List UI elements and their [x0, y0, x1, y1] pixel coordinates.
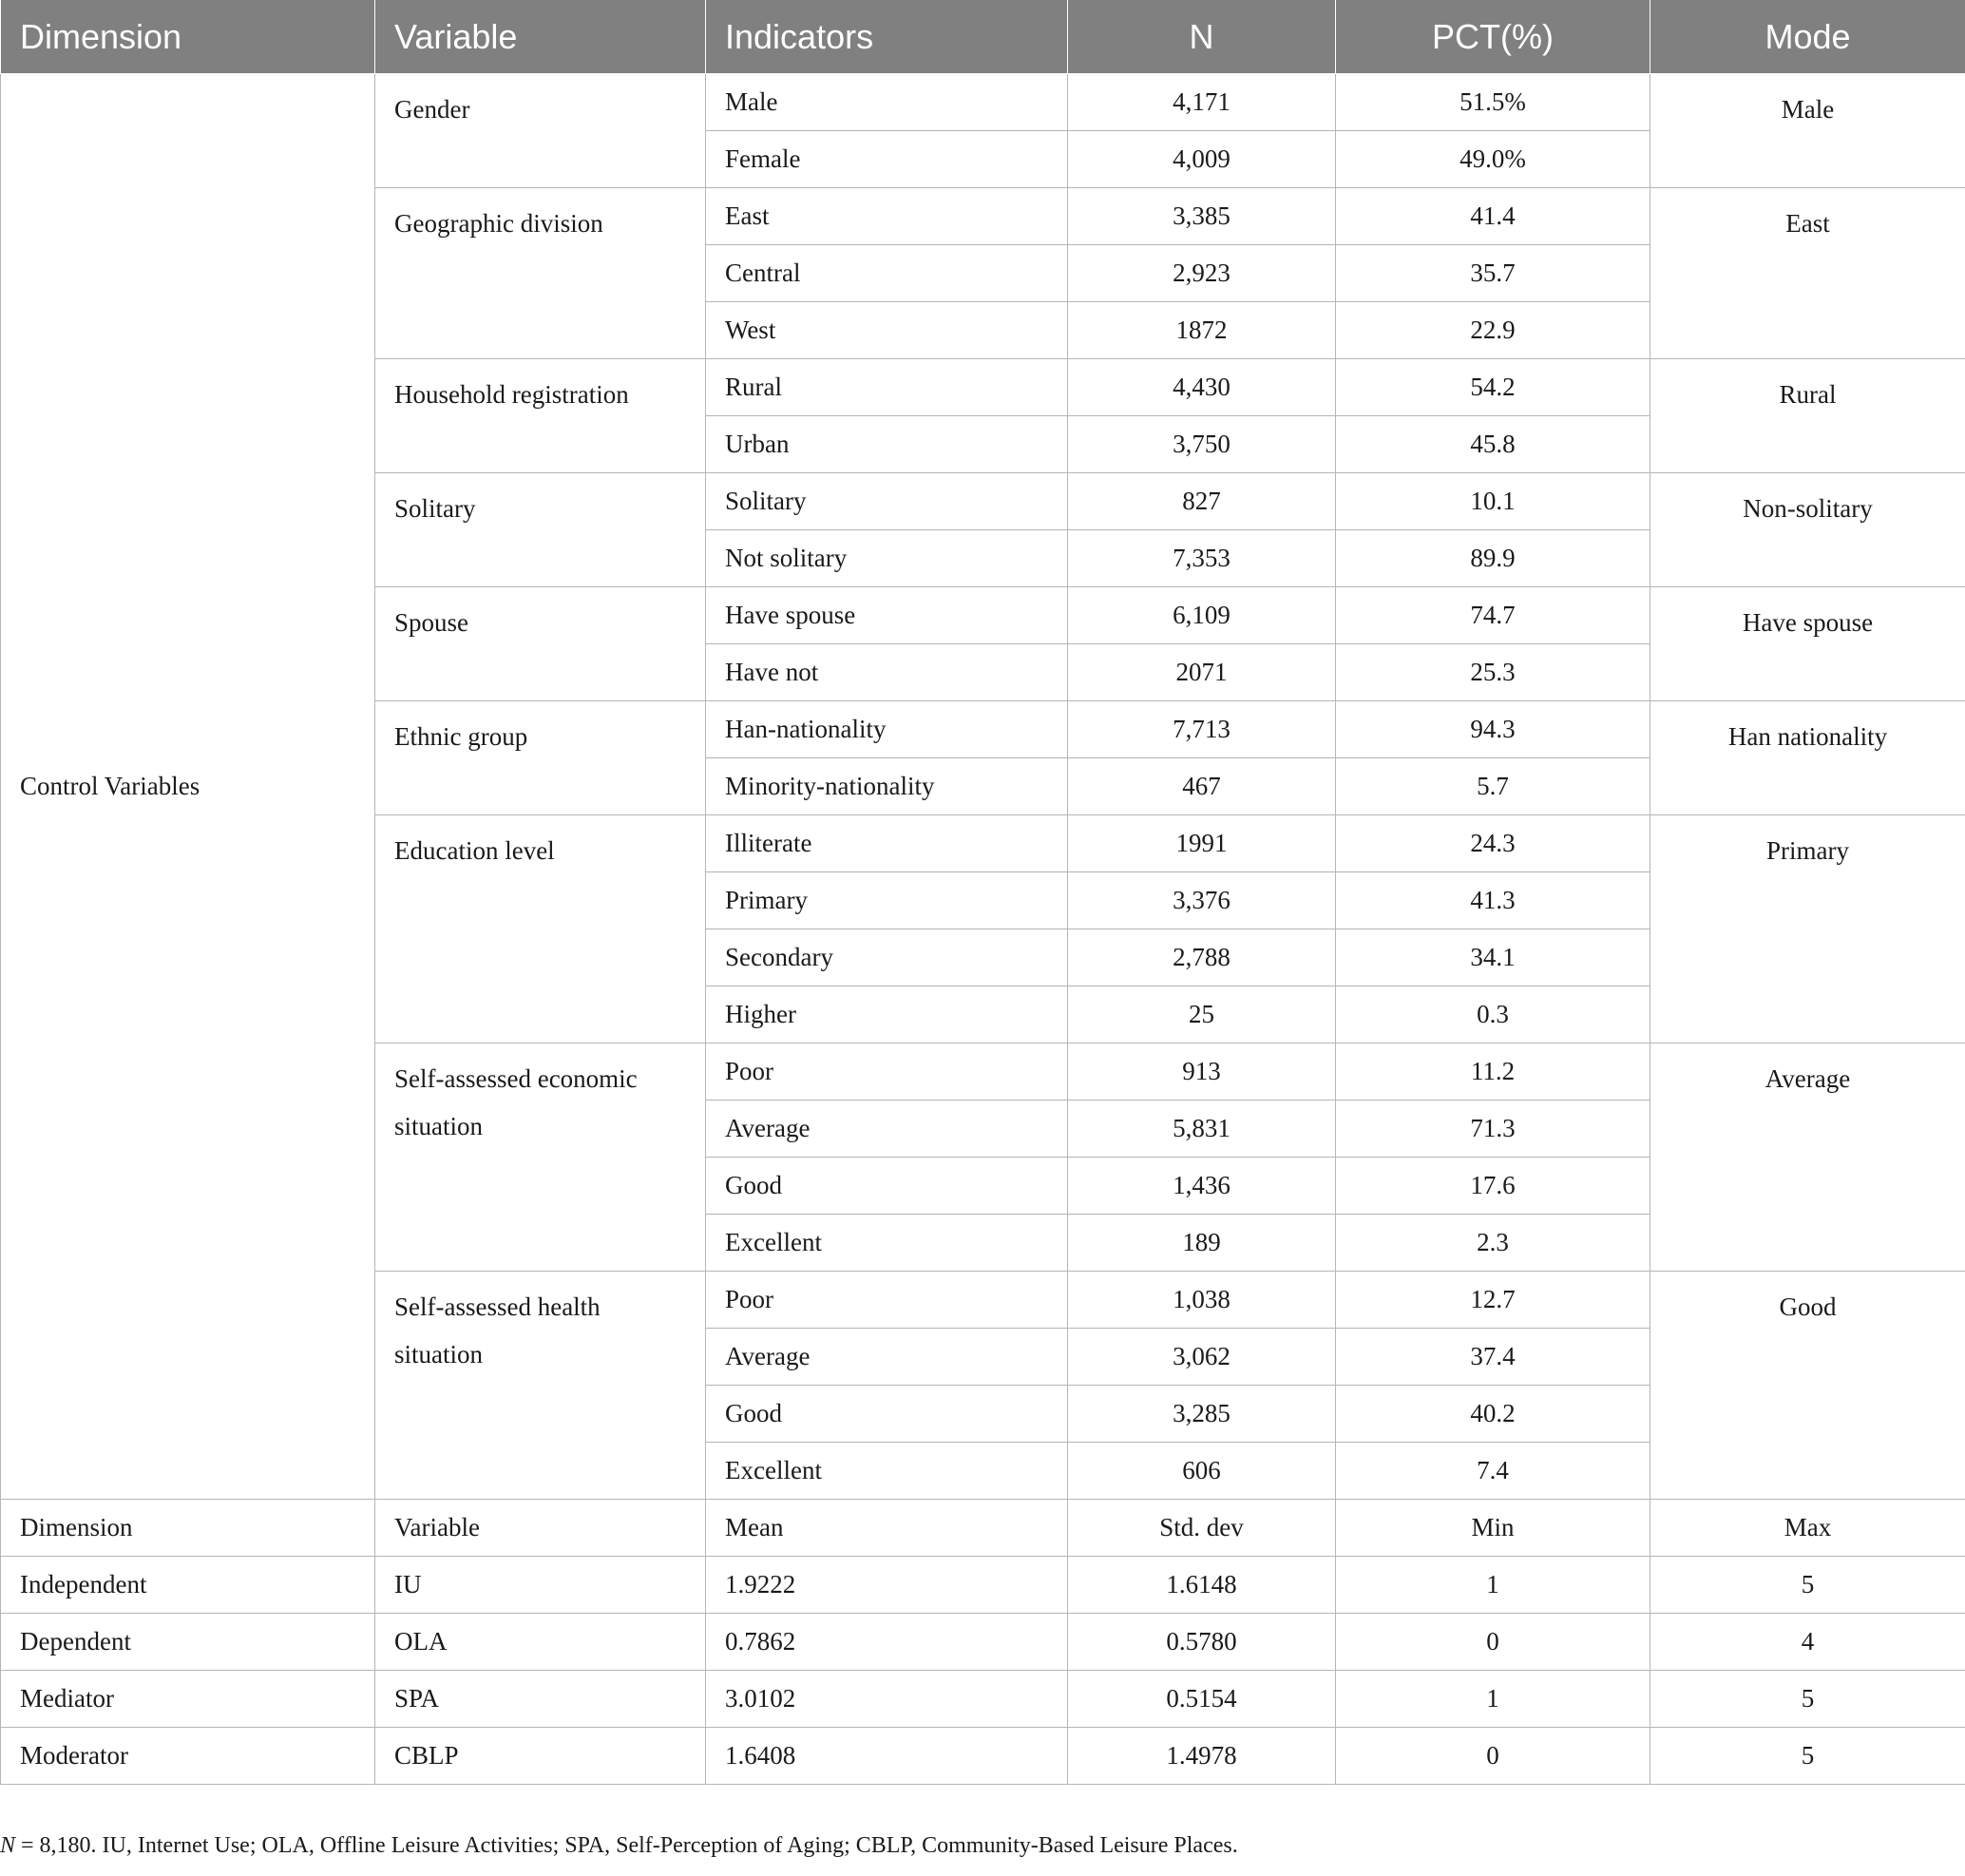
- indicator-cell: Han-nationality: [706, 701, 1068, 758]
- indicator-cell: Good: [706, 1158, 1068, 1215]
- stats-variable-cell: OLA: [375, 1614, 706, 1671]
- variable-cell: Ethnic group: [375, 701, 706, 815]
- stats-mean-cell: 0.7862: [706, 1614, 1068, 1671]
- variable-cell: Self-assessed health situation: [375, 1272, 706, 1500]
- indicator-cell: Illiterate: [706, 815, 1068, 872]
- table-row: [1, 74, 1965, 131]
- indicator-cell: Have spouse: [706, 587, 1068, 644]
- stats-min-cell: 0: [1336, 1728, 1650, 1785]
- stats-header-dimension: Dimension: [1, 1500, 375, 1557]
- n-cell: 4,171: [1068, 74, 1336, 131]
- n-cell: 913: [1068, 1043, 1336, 1101]
- header-indicators: Indicators: [706, 0, 1068, 74]
- variable-cell: Spouse: [375, 587, 706, 701]
- n-cell: 3,750: [1068, 416, 1336, 473]
- pct-cell: 45.8: [1336, 416, 1650, 473]
- pct-cell: 40.2: [1336, 1386, 1650, 1443]
- header-dimension: Dimension: [1, 0, 375, 74]
- stats-variable-cell: CBLP: [375, 1728, 706, 1785]
- stats-std-cell: 0.5154: [1068, 1671, 1336, 1728]
- variable-cell: Household registration: [375, 359, 706, 473]
- n-cell: 606: [1068, 1443, 1336, 1500]
- indicator-cell: Poor: [706, 1043, 1068, 1101]
- pct-cell: 0.3: [1336, 986, 1650, 1043]
- stats-header-variable: Variable: [375, 1500, 706, 1557]
- pct-cell: 34.1: [1336, 929, 1650, 986]
- indicator-cell: West: [706, 302, 1068, 359]
- mode-cell: Have spouse: [1650, 587, 1965, 701]
- stats-header-std: Std. dev: [1068, 1500, 1336, 1557]
- n-cell: 467: [1068, 758, 1336, 815]
- pct-cell: 89.9: [1336, 530, 1650, 587]
- n-cell: 189: [1068, 1215, 1336, 1272]
- indicator-cell: Minority-nationality: [706, 758, 1068, 815]
- n-cell: 1872: [1068, 302, 1336, 359]
- header-n: N: [1068, 0, 1336, 74]
- stats-dimension-cell: Moderator: [1, 1728, 375, 1785]
- stats-std-cell: 1.4978: [1068, 1728, 1336, 1785]
- n-cell: 2,923: [1068, 245, 1336, 302]
- stats-max-cell: 5: [1650, 1728, 1965, 1785]
- indicator-cell: Primary: [706, 872, 1068, 929]
- indicator-cell: Urban: [706, 416, 1068, 473]
- mode-cell: East: [1650, 188, 1965, 359]
- pct-cell: 24.3: [1336, 815, 1650, 872]
- indicator-cell: Average: [706, 1101, 1068, 1158]
- header-variable: Variable: [375, 0, 706, 74]
- n-cell: 3,385: [1068, 188, 1336, 245]
- n-cell: 25: [1068, 986, 1336, 1043]
- pct-cell: 35.7: [1336, 245, 1650, 302]
- header-pct: PCT(%): [1336, 0, 1650, 74]
- n-cell: 3,376: [1068, 872, 1336, 929]
- pct-cell: 54.2: [1336, 359, 1650, 416]
- pct-cell: 22.9: [1336, 302, 1650, 359]
- pct-cell: 74.7: [1336, 587, 1650, 644]
- stats-std-cell: 0.5780: [1068, 1614, 1336, 1671]
- pct-cell: 11.2: [1336, 1043, 1650, 1101]
- stats-variable-cell: SPA: [375, 1671, 706, 1728]
- mode-cell: Average: [1650, 1043, 1965, 1272]
- header-mode: Mode: [1650, 0, 1965, 74]
- n-cell: 1,038: [1068, 1272, 1336, 1329]
- stats-min-cell: 1: [1336, 1671, 1650, 1728]
- stats-dimension-cell: Independent: [1, 1557, 375, 1614]
- mode-cell: Rural: [1650, 359, 1965, 473]
- stats-row: [1, 1671, 1965, 1728]
- n-cell: 7,353: [1068, 530, 1336, 587]
- stats-mean-cell: 1.6408: [706, 1728, 1068, 1785]
- variable-cell: Gender: [375, 74, 706, 188]
- pct-cell: 94.3: [1336, 701, 1650, 758]
- mode-cell: Primary: [1650, 815, 1965, 1043]
- indicator-cell: Good: [706, 1386, 1068, 1443]
- stats-dimension-cell: Mediator: [1, 1671, 375, 1728]
- stats-mean-cell: 1.9222: [706, 1557, 1068, 1614]
- stats-row: [1, 1728, 1965, 1785]
- stats-variable-cell: IU: [375, 1557, 706, 1614]
- pct-cell: 51.5%: [1336, 74, 1650, 131]
- indicator-cell: Average: [706, 1329, 1068, 1386]
- indicator-cell: Have not: [706, 644, 1068, 701]
- footnote-n-label: N: [0, 1833, 16, 1858]
- stats-std-cell: 1.6148: [1068, 1557, 1336, 1614]
- stats-row: [1, 1557, 1965, 1614]
- dimension-cell: Control Variables: [1, 74, 375, 1500]
- n-cell: 4,430: [1068, 359, 1336, 416]
- stats-header-row: [1, 1500, 1965, 1557]
- n-cell: 3,062: [1068, 1329, 1336, 1386]
- mode-cell: Han nationality: [1650, 701, 1965, 815]
- indicator-cell: Excellent: [706, 1443, 1068, 1500]
- pct-cell: 49.0%: [1336, 131, 1650, 188]
- indicator-cell: Poor: [706, 1272, 1068, 1329]
- pct-cell: 2.3: [1336, 1215, 1650, 1272]
- indicator-cell: Central: [706, 245, 1068, 302]
- variable-cell: Education level: [375, 815, 706, 1043]
- pct-cell: 12.7: [1336, 1272, 1650, 1329]
- stats-max-cell: 5: [1650, 1671, 1965, 1728]
- n-cell: 827: [1068, 473, 1336, 530]
- stats-max-cell: 4: [1650, 1614, 1965, 1671]
- pct-cell: 37.4: [1336, 1329, 1650, 1386]
- variable-cell: Self-assessed economic situation: [375, 1043, 706, 1272]
- stats-row: [1, 1614, 1965, 1671]
- n-cell: 5,831: [1068, 1101, 1336, 1158]
- stats-dimension-cell: Dependent: [1, 1614, 375, 1671]
- pct-cell: 71.3: [1336, 1101, 1650, 1158]
- n-cell: 6,109: [1068, 587, 1336, 644]
- pct-cell: 41.3: [1336, 872, 1650, 929]
- n-cell: 2,788: [1068, 929, 1336, 986]
- pct-cell: 10.1: [1336, 473, 1650, 530]
- stats-header-min: Min: [1336, 1500, 1650, 1557]
- table-header-row: [1, 0, 1965, 74]
- indicator-cell: Female: [706, 131, 1068, 188]
- n-cell: 3,285: [1068, 1386, 1336, 1443]
- n-cell: 1,436: [1068, 1158, 1336, 1215]
- stats-max-cell: 5: [1650, 1557, 1965, 1614]
- indicator-cell: Excellent: [706, 1215, 1068, 1272]
- n-cell: 1991: [1068, 815, 1336, 872]
- table-footnote: [0, 1833, 1238, 1859]
- stats-header-max: Max: [1650, 1500, 1965, 1557]
- indicator-cell: Higher: [706, 986, 1068, 1043]
- variable-cell: Geographic division: [375, 188, 706, 359]
- pct-cell: 5.7: [1336, 758, 1650, 815]
- mode-cell: Good: [1650, 1272, 1965, 1500]
- n-cell: 7,713: [1068, 701, 1336, 758]
- mode-cell: Non-solitary: [1650, 473, 1965, 587]
- footnote-text: = 8,180. IU, Internet Use; OLA, Offline Leisure Activities; SPA, Self-Perception of Aging; CBLP, Community-Based Leisure Places.: [15, 1833, 1238, 1858]
- indicator-cell: Solitary: [706, 473, 1068, 530]
- pct-cell: 7.4: [1336, 1443, 1650, 1500]
- indicator-cell: East: [706, 188, 1068, 245]
- pct-cell: 17.6: [1336, 1158, 1650, 1215]
- pct-cell: 25.3: [1336, 644, 1650, 701]
- stats-min-cell: 0: [1336, 1614, 1650, 1671]
- n-cell: 4,009: [1068, 131, 1336, 188]
- stats-min-cell: 1: [1336, 1557, 1650, 1614]
- indicator-cell: Rural: [706, 359, 1068, 416]
- table-body: [1, 74, 1965, 1785]
- indicator-cell: Secondary: [706, 929, 1068, 986]
- variable-cell: Solitary: [375, 473, 706, 587]
- indicator-cell: Not solitary: [706, 530, 1068, 587]
- stats-mean-cell: 3.0102: [706, 1671, 1068, 1728]
- stats-header-mean: Mean: [706, 1500, 1068, 1557]
- pct-cell: 41.4: [1336, 188, 1650, 245]
- indicator-cell: Male: [706, 74, 1068, 131]
- mode-cell: Male: [1650, 74, 1965, 188]
- n-cell: 2071: [1068, 644, 1336, 701]
